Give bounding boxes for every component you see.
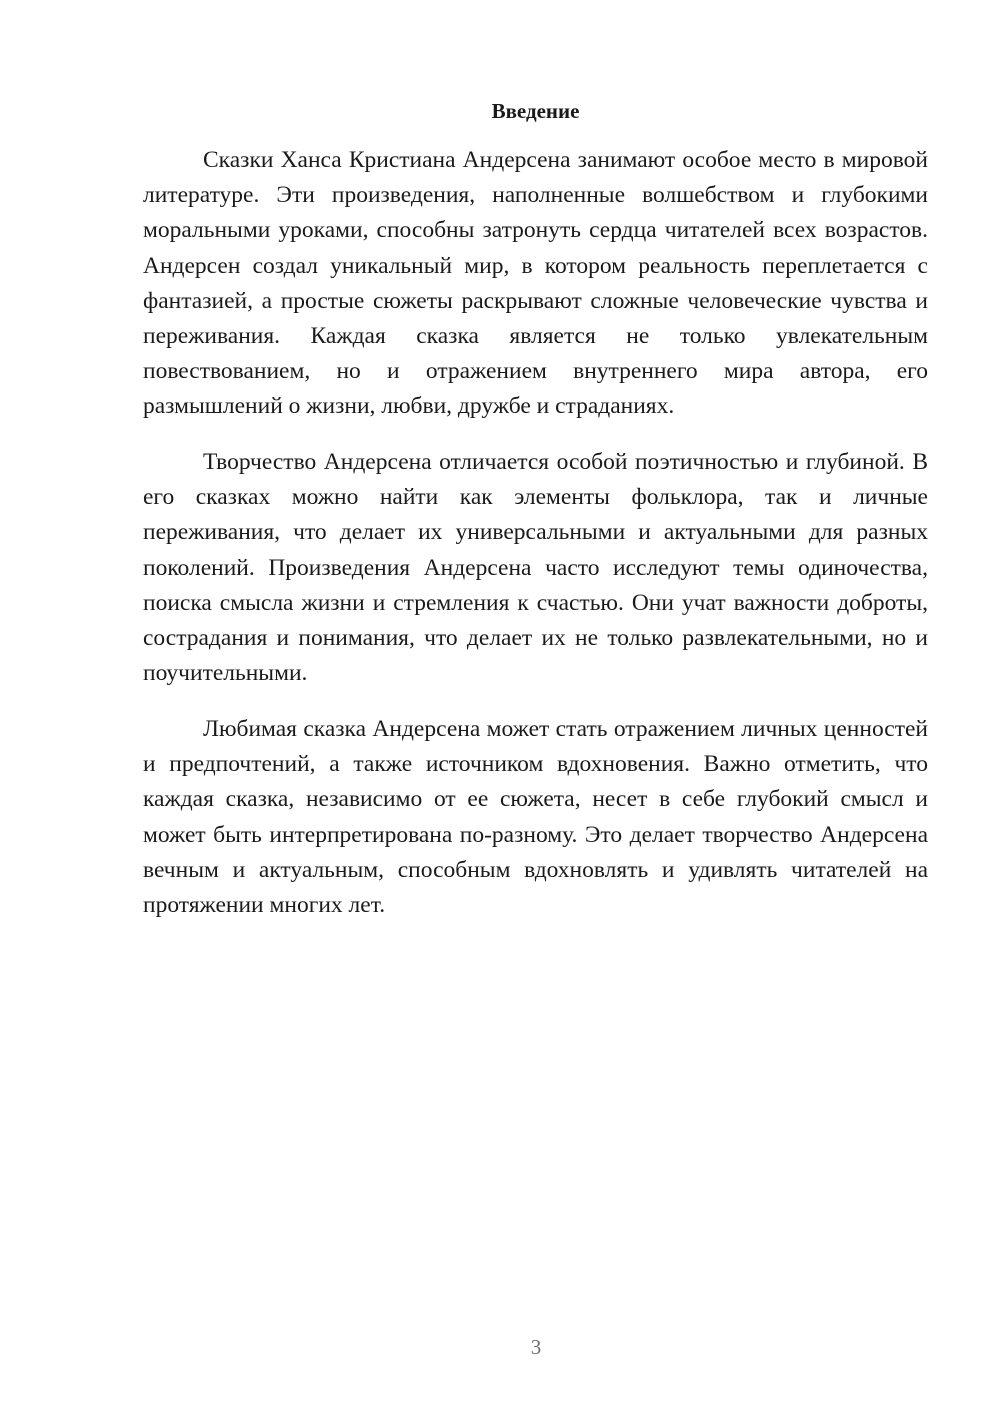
paragraph-2: Творчество Андерсена отличается особой поэтичностью и глубиной. В его сказках можно найти как элементы фольклора, так и личные переживания, что делает их универсальными и актуальными для разных поколений. Произведения Андерсена часто исследуют темы одиночества, поиска смысла жизни и стремления к счастью. Они учат важности доброты, сострадания и понимания, что делает их не только развлекательными, но и поучительными. <box>143 449 928 687</box>
paragraph-3: Любимая сказка Андерсена может стать отражением личных ценностей и предпочтений, а также источником вдохновения. Важно отметить, что каждая сказка, независимо от ее сюжета, несет в себе глубокий смысл и может быть интерпретирована по-разному. Это делает творчество Андерсена вечным и актуальным, способным вдохновлять и удивлять читателей на протяжении многих лет. <box>143 716 928 919</box>
section-title: Введение <box>491 99 580 123</box>
paragraph-1: Сказки Ханса Кристиана Андерсена занимают особое место в мировой литературе. Эти произведения, наполненные волшебством и глубокими моральными уроками, способны затронуть сердца читателей всех возрастов. Андерсен создал уникальный мир, в котором реальность переплетается с фантазией, а простые сюжеты раскрывают сложные человеческие чувства и переживания. Каждая сказка является не только увлекательным повествованием, но и отражением внутреннего мира автора, его размышлений о жизни, любви, дружбе и страданиях. <box>143 147 928 420</box>
page-number: 3 <box>530 1335 542 1359</box>
